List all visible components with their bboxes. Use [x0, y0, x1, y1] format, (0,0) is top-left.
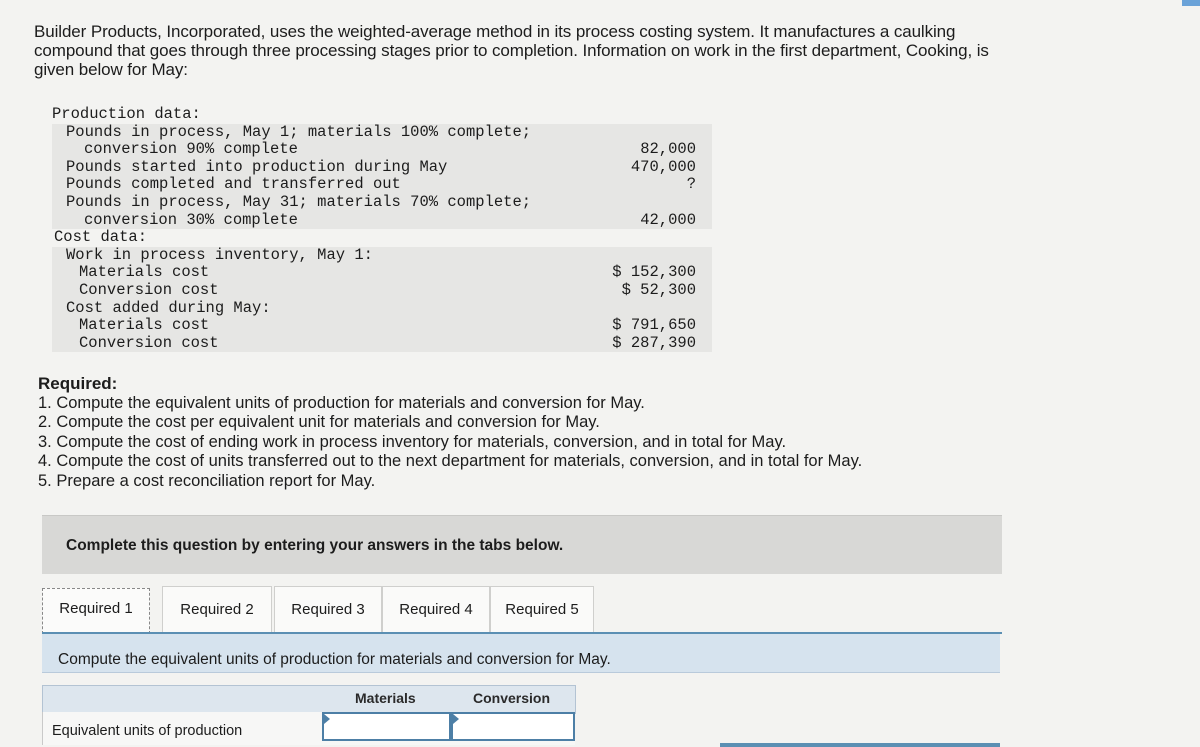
tab-required-1[interactable]: Required 1: [42, 588, 150, 634]
answer-table: [42, 685, 576, 747]
input-marker-icon: [324, 714, 330, 724]
data-row: [52, 335, 712, 353]
required-item: 3. Compute the cost of ending work in process inventory for materials, conversion, and in total for May.: [38, 432, 787, 451]
bottom-accent: [720, 743, 1000, 747]
data-label: Pounds in process, May 31; materials 70% complete;: [66, 192, 532, 211]
data-value: $ 287,390: [612, 333, 696, 352]
data-table: [52, 106, 712, 352]
data-row: [52, 317, 712, 335]
column-materials: Materials: [355, 690, 416, 706]
data-row: [52, 282, 712, 300]
required-heading: Required:: [38, 374, 118, 393]
data-label: Pounds in process, May 1; materials 100% complete;: [66, 122, 532, 141]
data-value: 42,000: [640, 210, 696, 229]
materials-input[interactable]: [322, 712, 451, 741]
data-value: $ 52,300: [621, 280, 696, 299]
data-label: Pounds completed and transferred out: [66, 175, 401, 194]
intro-line: Builder Products, Incorporated, uses the weighted-average method in its process costing system. It manufactures a caulking: [34, 22, 956, 41]
data-label: Cost data:: [54, 228, 148, 247]
tab-required-3[interactable]: Required 3: [274, 586, 382, 633]
data-row: [52, 159, 712, 177]
data-label: Materials cost: [79, 316, 210, 335]
required-list: [38, 374, 1038, 492]
required-item: 5. Prepare a cost reconciliation report for May.: [38, 471, 376, 490]
data-row: [52, 176, 712, 194]
data-row: [52, 247, 712, 265]
data-label: Conversion cost: [79, 333, 219, 352]
tab-required-4[interactable]: Required 4: [382, 586, 490, 633]
data-row: [52, 124, 712, 142]
intro-line: compound that goes through three processing stages prior to completion. Information on work in the first department, Cooking, is: [34, 41, 989, 60]
answer-row: [42, 712, 575, 745]
instructions-text: Complete this question by entering your answers in the tabs below.: [66, 537, 564, 554]
data-label: conversion 90% complete: [84, 140, 298, 159]
data-value: 470,000: [630, 157, 696, 176]
data-row: [52, 264, 712, 282]
intro-line: given below for May:: [34, 60, 188, 79]
input-marker-icon: [453, 714, 459, 724]
data-row: [52, 300, 712, 318]
tab-required-5[interactable]: Required 5: [490, 586, 594, 633]
question-text: Compute the equivalent units of production for materials and conversion for May.: [58, 651, 611, 668]
required-item: 1. Compute the equivalent units of production for materials and conversion for May.: [38, 393, 645, 412]
conversion-input[interactable]: [451, 712, 575, 741]
data-label: Conversion cost: [79, 280, 219, 299]
data-value: $ 152,300: [612, 263, 696, 282]
data-label: Pounds started into production during May: [66, 157, 448, 176]
required-item: 2. Compute the cost per equivalent unit for materials and conversion for May.: [38, 413, 600, 432]
data-value: ?: [686, 175, 696, 194]
corner-accent: [1182, 0, 1200, 6]
tab-required-2[interactable]: Required 2: [162, 586, 272, 633]
answer-table-header: [42, 685, 576, 714]
data-value: $ 791,650: [612, 316, 696, 335]
instructions-bar: [42, 515, 1002, 574]
data-row: [52, 141, 712, 159]
data-row: [52, 212, 712, 230]
row-label: Equivalent units of production: [52, 723, 243, 739]
question-bar: [42, 634, 1000, 673]
data-label: Work in process inventory, May 1:: [66, 245, 373, 264]
data-row: [52, 229, 712, 247]
column-conversion: Conversion: [473, 690, 551, 706]
data-label: Production data:: [52, 105, 201, 123]
data-label: Materials cost: [79, 263, 210, 282]
data-row: [52, 194, 712, 212]
data-value: 82,000: [640, 140, 696, 159]
data-label: conversion 30% complete: [84, 210, 298, 229]
problem-intro: [34, 22, 1094, 79]
data-row: [52, 106, 712, 124]
data-label: Cost added during May:: [66, 298, 271, 317]
required-item: 4. Compute the cost of units transferred out to the next department for materials, conversion, and in total for May.: [38, 452, 863, 471]
